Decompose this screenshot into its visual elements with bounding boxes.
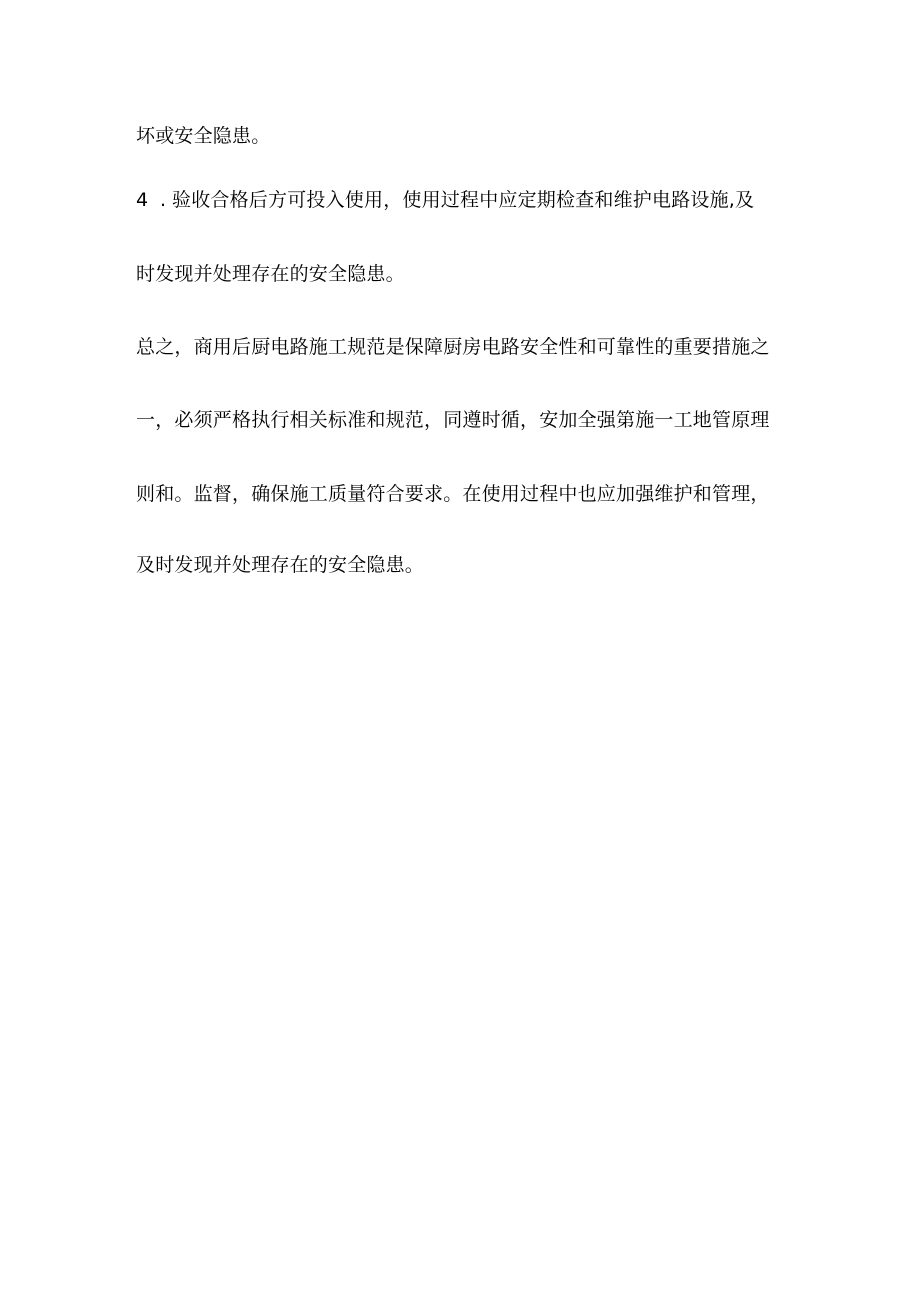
conclusion-line-2: 一，必须严格执行相关标准和规范，同遵时循，安加全强第施一工地管原理 (136, 409, 770, 431)
list-item-separator: . (160, 189, 167, 211)
conclusion-line-4: 及时发现并处理存在的安全隐患。 (136, 554, 425, 576)
text-line-3: 时发现并处理存在的安全隐患。 (136, 263, 405, 285)
conclusion-line-3: 则和。监督，确保施工质量符合要求。在使用过程中也应加强维护和管理， (136, 483, 770, 505)
list-item-number: 4 (136, 189, 149, 211)
list-item-4 (136, 188, 816, 212)
text-line-1: 坏或安全隐患。 (136, 125, 271, 147)
conclusion-line-1: 总之，商用后厨电路施工规范是保障厨房电路安全性和可靠性的重要措施之 (136, 336, 770, 358)
list-item-text: 验收合格后方可投入使用，使用过程中应定期检查和维护电路设施,及 (172, 189, 755, 211)
